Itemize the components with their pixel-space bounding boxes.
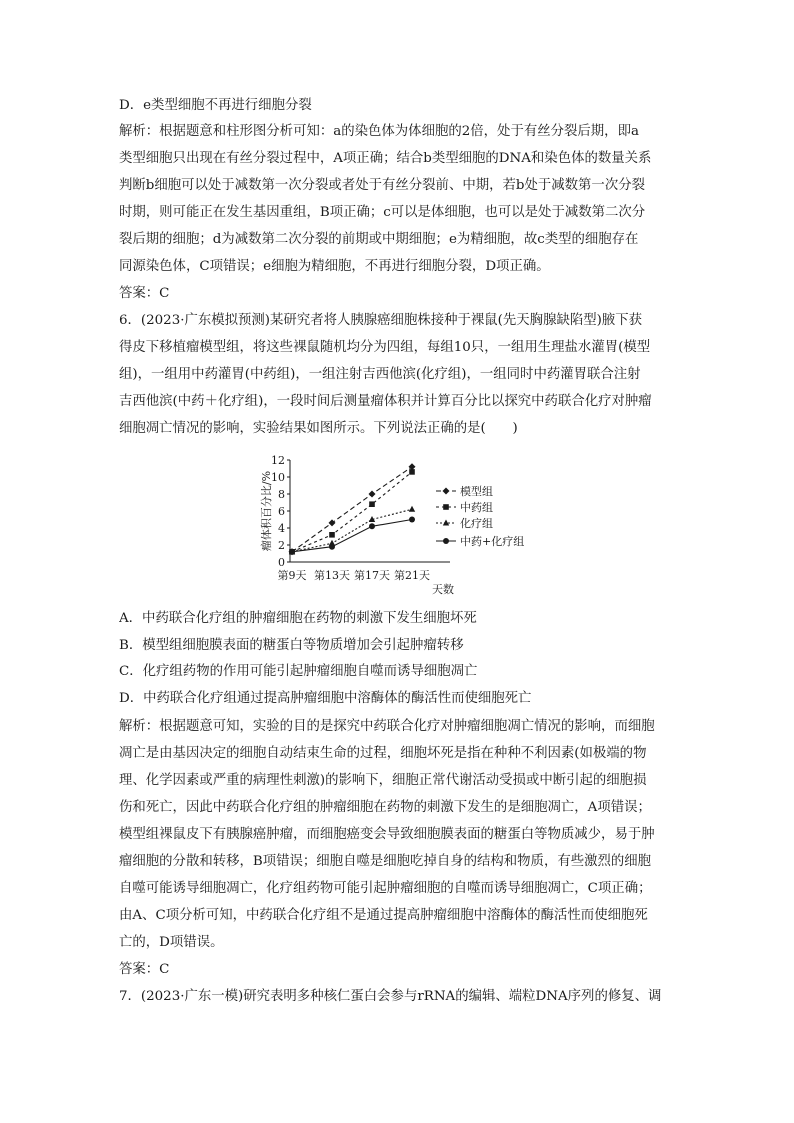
- y-tick-label: 6: [278, 505, 285, 518]
- data-point: [409, 506, 415, 512]
- y-tick-label: 10: [271, 471, 285, 484]
- q5-analysis-line: 同源染色体，C项错误；e细胞为精细胞，不再进行细胞分裂，D项正确。: [119, 259, 550, 274]
- q6-stem-line: 6．(2023·广东模拟预测)某研究者将人胰腺癌细胞株接种于裸鼠(先天胸腺缺陷型)腋下获: [119, 313, 643, 328]
- q6-option-d: D．中药联合化疗组通过提高肿瘤细胞中溶酶体的酶活性而使细胞死亡: [119, 691, 532, 706]
- y-tick-label: 2: [278, 539, 285, 552]
- data-point: [369, 523, 375, 529]
- q7-stem-line: 7．(2023·广东一模)研究表明多种核仁蛋白会参与rRNA的编辑、端粒DNA序列的修复、调: [119, 989, 662, 1004]
- data-point: [369, 501, 375, 507]
- q6-analysis-line: 由A、C项分析可知，中药联合化疗组不是通过提高肿瘤细胞中溶酶体的酶活性而使细胞死: [119, 908, 648, 923]
- legend-label: 中药组: [460, 501, 493, 514]
- data-point: [409, 469, 415, 475]
- data-point: [369, 491, 376, 498]
- chart-xlabel: 天数: [432, 583, 454, 596]
- q6-option-b: B．模型组细胞膜表面的糖蛋白等物质增加会引起肿瘤转移: [119, 638, 464, 653]
- chart-ylabel: 瘤体积百分比/%: [260, 470, 273, 552]
- legend-marker: [443, 488, 450, 495]
- y-tick-label: 0: [278, 556, 285, 569]
- legend-marker: [443, 538, 449, 544]
- q5-answer: 答案：C: [119, 286, 170, 301]
- x-tick-label: 第17天: [354, 569, 390, 582]
- y-tick-label: 4: [278, 522, 285, 535]
- x-tick-label: 第9天: [277, 569, 307, 582]
- q5-analysis-line: 时期，则可能正在发生基因重组，B项正确；c可以是体细胞，也可以是处于减数第二次分: [119, 205, 646, 220]
- q6-analysis-line: 凋亡是由基因决定的细胞自动结束生命的过程，细胞坏死是指在种种不利因素(如极端的物: [119, 746, 647, 761]
- legend-marker: [443, 504, 449, 510]
- q6-analysis-line: 模型组裸鼠皮下有胰腺癌肿瘤，而细胞癌变会导致细胞膜表面的糖蛋白等物质减少，易于肿: [119, 827, 655, 842]
- legend-label: 化疗组: [460, 517, 493, 530]
- q6-analysis-line: 亡的，D项错误。: [119, 935, 224, 950]
- q6-analysis-line: 瘤细胞的分散和转移，B项错误；细胞自噬是细胞吃掉自身的结构和物质，有些激烈的细胞: [119, 854, 652, 869]
- q6-analysis-line: 理、化学因素或严重的病理性刺激)的影响下，细胞正常代谢活动受损或中断引起的细胞损: [119, 773, 647, 788]
- q5-analysis-line: 类型细胞只出现在有丝分裂过程中，A项正确；结合b类型细胞的DNA和染色体的数量关系: [119, 151, 652, 166]
- x-tick-label: 第13天: [314, 569, 350, 582]
- series-line: [292, 520, 412, 552]
- data-point: [289, 549, 295, 555]
- tumor-volume-chart: [252, 449, 552, 599]
- legend-label: 中药+化疗组: [460, 535, 525, 548]
- q5-analysis-line: 判断b细胞可以处于减数第一次分裂或者处于有丝分裂前、中期，若b处于减数第一次分裂: [119, 178, 645, 193]
- data-point: [329, 532, 335, 538]
- y-tick-label: 12: [271, 454, 285, 467]
- q6-answer: 答案：C: [119, 962, 170, 977]
- q5-option-d: D．e类型细胞不再进行细胞分裂: [119, 98, 312, 113]
- q6-analysis-line: 解析：根据题意可知，实验的目的是探究中药联合化疗对肿瘤细胞凋亡情况的影响，而细胞: [119, 719, 655, 734]
- series-line: [292, 509, 412, 552]
- q6-stem-line: 吉西他滨(中药＋化疗组)，一段时间后测量瘤体积并计算百分比以探究中药联合化疗对肿瘤: [119, 394, 652, 409]
- series-line: [292, 467, 412, 552]
- q6-option-c: C．化疗组药物的作用可能引起肿瘤细胞自噬而诱导细胞凋亡: [119, 664, 478, 679]
- y-tick-label: 8: [278, 488, 285, 501]
- q5-analysis-line: 解析：根据题意和柱形图分析可知：a的染色体为体细胞的2倍，处于有丝分裂后期，即a: [119, 124, 639, 139]
- q6-option-a: A．中药联合化疗组的肿瘤细胞在药物的刺激下发生细胞坏死: [119, 611, 477, 626]
- q6-stem-line: 组)，一组用中药灌胃(中药组)，一组注射吉西他滨(化疗组)，一组同时中药灌胃联合注射: [119, 367, 641, 382]
- q6-stem-line: 细胞凋亡情况的影响，实验结果如图所示。下列说法正确的是( ): [119, 421, 518, 436]
- data-point: [329, 544, 335, 550]
- q6-analysis-line: 伤和死亡，因此中药联合化疗组的肿瘤细胞在药物的刺激下发生的是细胞凋亡，A项错误；: [119, 800, 651, 815]
- q6-stem-line: 得皮下移植瘤模型组，将这些裸鼠随机均分为四组，每组10只，一组用生理盐水灌胃(模型: [119, 340, 651, 355]
- series-line: [292, 472, 412, 552]
- q6-analysis-line: 自噬可能诱导细胞凋亡，化疗组药物可能引起肿瘤细胞的自噬而诱导细胞凋亡，C项正确；: [119, 881, 652, 896]
- q5-analysis-line: 裂后期的细胞；d为减数第二次分裂的前期或中期细胞；e为精细胞，故c类型的细胞存在: [119, 232, 639, 247]
- x-tick-label: 第21天: [394, 569, 430, 582]
- legend-label: 模型组: [460, 485, 493, 498]
- data-point: [329, 519, 336, 526]
- data-point: [409, 517, 415, 523]
